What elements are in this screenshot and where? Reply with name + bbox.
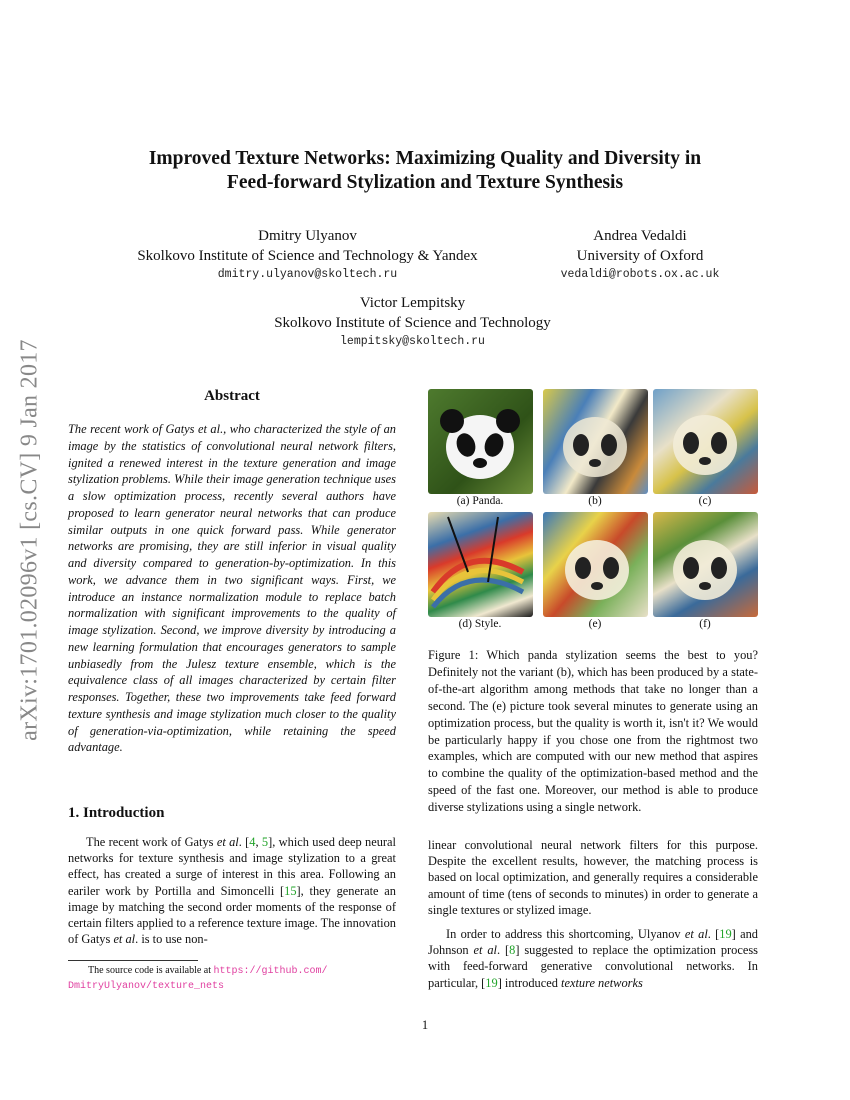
- stylized-panda-c: [653, 389, 758, 494]
- intro-heading: 1. Introduction: [68, 805, 165, 821]
- author-affiliation: University of Oxford: [576, 248, 704, 264]
- citation-link[interactable]: 19: [485, 975, 498, 990]
- abstract-style-icon: [428, 512, 533, 617]
- right-paragraph-1: linear convolutional neural network filters for this purpose. Despite the excellent results, however, the matching process is based on local optimization, and generally requires a considerable amount of time (tens of seconds to minutes) in order to generate a single textures or stylized image.: [428, 838, 758, 917]
- author-name: Victor Lempitsky: [359, 295, 466, 311]
- abstract-text: The recent work of Gatys et al., who characterized the style of an image by the statistics of convolutional neural network filters, ignited a renewed interest in the texture generation and image stylization problems. While their image generation technique uses a slow optimization process, recently several authors have proposed to learn generator neural networks that can produce similar outputs in one quick forward pass. While generator networks are promising, they are still inferior in visual quality and diversity compared to generation-by-optimization. In this work, we advance them in two significant ways. First, we introduce an instance normalization module to replace batch normalization with significant improvements to the quality of image stylization. Second, we improve diversity by introducing a new learning formulation that encourages generators to sample unbiasedly from the Julesz texture ensemble, which is the equivalence class of all images characterized by certain filter responses. Together, these two improvements take feed forward texture synthesis and image stylization much closer to the quality of generation-via-optimization, while retaining the speed advantage.: [68, 422, 396, 755]
- subfigure-label-c: (c): [698, 495, 712, 507]
- author-affiliation: Skolkovo Institute of Science and Technology: [274, 315, 551, 331]
- author-affiliation: Skolkovo Institute of Science and Technology & Yandex: [137, 248, 478, 264]
- subfigure-label-e: (e): [588, 618, 602, 630]
- style-image: [428, 512, 533, 617]
- panda-face-icon: [543, 389, 648, 494]
- subfigure-label-f: (f): [699, 618, 711, 630]
- author-name: Andrea Vedaldi: [593, 228, 687, 244]
- intro-paragraph: The recent work of Gatys et al. [4, 5], which used deep neural networks for texture synthesis and image stylization to a great effect, has created a surge of interest in this area. Following an eariler work by Portilla and Simoncelli [15], they generate an image by matching the second order moments of the response of certain filters applied to a reference texture image. The innovation of Gatys et al. is to use non-: [68, 835, 396, 947]
- footnote-rule: [68, 960, 198, 961]
- citation-link[interactable]: 19: [719, 927, 732, 941]
- panda-face-icon: [428, 389, 533, 494]
- subfigure-label-a: (a) Panda.: [456, 495, 504, 507]
- figure-caption: Figure 1: Which panda stylization seems the best to you? Definitely not the variant (b), which has been produced by a state-of-the-art algorithm among methods that take no longer than a second. The (e) picture took several minutes to generate using an optimization process, but the quality is worth it, isn't it? We would be particularly happy if you chose one from the rightmost two examples, which are computed with our new method that aspires to combine the quality of the optimization-based method and the speed of the fast one. Moreover, our method is able to produce diverse stylizations using a single network.: [428, 648, 758, 815]
- footnote-link[interactable]: DmitryUlyanov/texture_nets: [68, 981, 225, 992]
- citation-link[interactable]: 8: [509, 943, 516, 958]
- title-line-1: Improved Texture Networks: Maximizing Quality and Diversity in: [148, 148, 702, 169]
- citation-link[interactable]: 5: [261, 835, 269, 849]
- subfigure-label-d: (d) Style.: [458, 618, 502, 630]
- panda-face-icon: [653, 512, 758, 617]
- title-line-2: Feed-forward Stylization and Texture Synthesis: [226, 172, 624, 193]
- panda-face-icon: [653, 389, 758, 494]
- panda-face-icon: [543, 512, 648, 617]
- author-email[interactable]: lempitsky@skoltech.ru: [340, 335, 485, 348]
- paper-title: [0, 147, 850, 195]
- author-block-1: [110, 226, 505, 284]
- citation-link[interactable]: 4: [249, 835, 256, 849]
- author-block-3: [200, 293, 625, 351]
- citation-link[interactable]: 15: [284, 883, 297, 898]
- arxiv-id-text: arXiv:1701.02096v1 [cs.CV] 9 Jan 2017: [16, 339, 43, 741]
- subfigure-label-b: (b): [588, 495, 602, 507]
- stylized-panda-f: [653, 512, 758, 617]
- panda-photo: [428, 389, 533, 494]
- footnote-link[interactable]: https://github.com/: [213, 966, 328, 977]
- author-email[interactable]: dmitry.ulyanov@skoltech.ru: [217, 268, 398, 281]
- right-paragraph-2: In order to address this shortcoming, Ulyanov et al. [19] and Johnson et al. [8] suggested to replace the optimization process with feed-forward generative convolutional networks. In particular, [19] introduced texture networks: [428, 927, 758, 990]
- page-number: 1: [421, 1018, 429, 1032]
- stylized-panda-b: [543, 389, 648, 494]
- footnote: The source code is available at https://github.com/ DmitryUlyanov/texture_nets: [68, 965, 328, 992]
- stylized-panda-e: [543, 512, 648, 617]
- abstract-heading: Abstract: [204, 388, 260, 404]
- author-name: Dmitry Ulyanov: [258, 228, 357, 244]
- arxiv-sidebar-id: [12, 300, 48, 780]
- author-block-2: [520, 226, 760, 284]
- author-email[interactable]: vedaldi@robots.ox.ac.uk: [560, 268, 720, 281]
